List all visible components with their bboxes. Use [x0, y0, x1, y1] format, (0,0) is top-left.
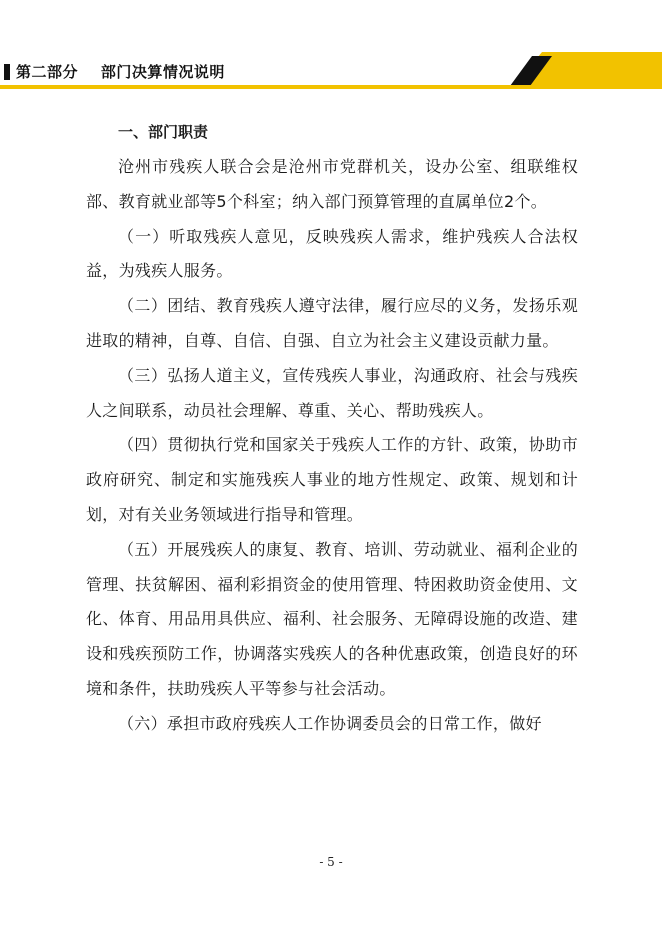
paragraph-duty-4: （四）贯彻执行党和国家关于残疾人工作的方针、政策，协助市政府研究、制定和实施残疾人事业的地方性规定、政策、规划和计划，对有关业务领域进行指导和管理。 [86, 435, 578, 524]
header-marker [4, 64, 10, 80]
header-underline [0, 85, 662, 89]
page-number: - 5 - [319, 855, 343, 869]
paragraph-duty-2: （二）团结、教育残疾人遵守法律，履行应尽的义务，发扬乐观进取的精神，自尊、自信、自强、自立为社会主义建设贡献力量。 [86, 296, 578, 350]
paragraph-duty-6: （六）承担市政府残疾人工作协调委员会的日常工作，做好 [118, 713, 542, 733]
section-heading: 一、部门职责 [118, 123, 209, 141]
header-decoration-icon [508, 52, 662, 86]
document-body [86, 118, 578, 742]
paragraph-duty-3: （三）弘扬人道主义，宣传残疾人事业，沟通政府、社会与残疾人之间联系，动员社会理解、尊重、关心、帮助残疾人。 [86, 365, 578, 420]
paragraph-duty-1: （一）听取残疾人意见，反映残疾人需求，维护残疾人合法权益，为残疾人服务。 [86, 226, 578, 281]
paragraph-duty-5: （五）开展残疾人的康复、教育、培训、劳动就业、福利企业的管理、扶贫解困、福利彩捐资金的使用管理、特困救助资金使用、文化、体育、用品用具供应、福利、社会服务、无障碍设施的改造、建设和残疾预防工作，协调落实残疾人的各种优惠政策，创造良好的环境和条件，扶助残疾人平等参与社会活动。 [86, 539, 578, 698]
header-title: 第二部分 部门决算情况说明 [16, 63, 225, 81]
paragraph-intro: 沧州市残疾人联合会是沧州市党群机关，设办公室、组联维权部、教育就业部等5个科室；纳入部门预算管理的直属单位2个。 [86, 157, 578, 211]
section-header [0, 52, 662, 90]
